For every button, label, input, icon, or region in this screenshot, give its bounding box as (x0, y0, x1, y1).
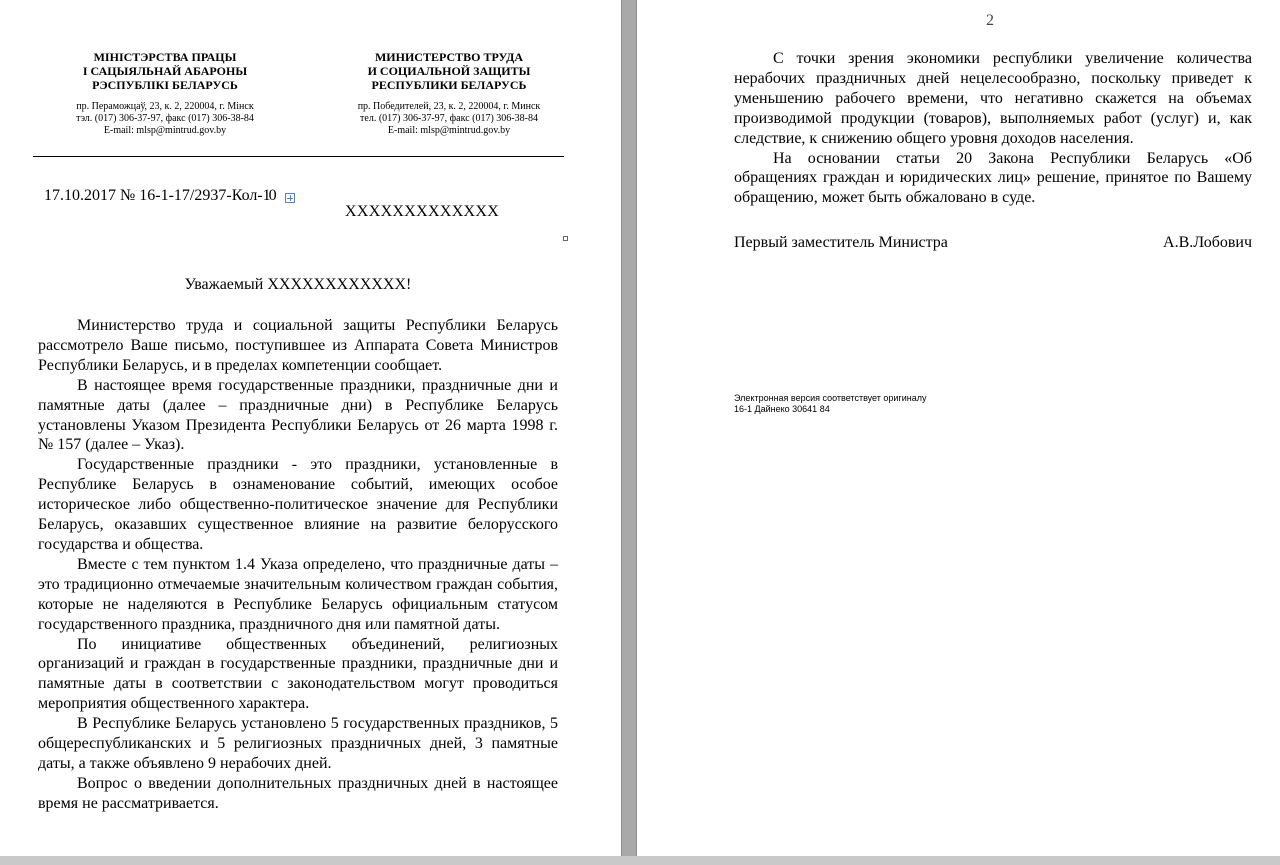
org-name-line: РЭСПУБЛІКІ БЕЛАРУСЬ (92, 78, 238, 92)
document-page-1 (0, 0, 621, 865)
registration-number: 17.10.2017 № 16-1-17/2937-Кол-10 (44, 187, 277, 204)
body-paragraph: Министерство труда и социальной защиты Республики Беларусь рассмотрело Ваше письмо, поступившее из Аппарата Совета Министров Республики Беларусь, и в пределах компетенции сообщает. (38, 317, 558, 374)
body-paragraph: На основании статьи 20 Закона Республики Беларусь «Об обращениях граждан и юридических лиц» решение, принятое по Вашему обращению, может быть обжаловано в суде. (734, 149, 1252, 207)
signatory-title: Первый заместитель Министра (734, 234, 948, 251)
body-paragraph: Вместе с тем пунктом 1.4 Указа определено, что праздничные даты – это традиционно отмечаемые значительным количеством граждан события, которые не наделяются в Республике Беларусь официальным статусом государственного праздника, праздничного дня или памятной даты. (38, 555, 558, 633)
resize-handle[interactable] (563, 236, 568, 241)
recipient-name: ХХХХХХХХХХХХХ (345, 203, 500, 220)
address-line: пр. Победителей, 23, к. 2, 220004, г. Минск (357, 101, 541, 112)
page-number: 2 (986, 12, 994, 29)
org-name-line: МІНІСТЭРСТВА ПРАЦЫ (93, 50, 237, 64)
object-anchor-icon[interactable] (285, 193, 295, 203)
email-line: E-mail: mlsp@mintrud.gov.by (103, 125, 227, 136)
address-block (34, 101, 296, 137)
org-name-line: И СОЦИАЛЬНОЙ ЗАЩИТЫ (367, 64, 531, 78)
letter-body-page-1 (38, 316, 558, 814)
phone-line: тел. (017) 306-37-97, факс (017) 306-38-84 (360, 113, 538, 124)
body-paragraph: Вопрос о введении дополнительных праздничных дней в настоящее время не рассматривается. (38, 774, 558, 812)
org-name-line: І САЦЫЯЛЬНАЙ АБАРОНЫ (82, 64, 248, 78)
footnote-line: Электронная версия соответствует оригиналу (734, 393, 927, 403)
footnote (734, 393, 926, 415)
footnote-line: 16-1 Дайнеко 30641 84 (734, 404, 830, 414)
letterhead-divider (33, 156, 564, 157)
org-name-line: РЕСПУБЛИКИ БЕЛАРУСЬ (371, 78, 527, 92)
page-separator (621, 0, 637, 865)
org-name-line: МИНИСТЕРСТВО ТРУДА (374, 50, 524, 64)
letterhead-belarusian (34, 50, 296, 137)
letter-body-page-2 (734, 49, 1252, 208)
signatory-name: А.В.Лобович (1163, 234, 1252, 251)
letterhead-russian (318, 50, 580, 137)
address-block (318, 101, 580, 137)
body-paragraph: В настоящее время государственные праздники, праздничные дни и памятные даты (далее – праздничные дни) в Республике Беларусь установлены Указом Президента Республики Беларусь от 26 марта 1998 г. № 157 (далее – Указ). (38, 376, 558, 454)
body-paragraph: В Республике Беларусь установлено 5 государственных праздников, 5 общереспубликанских и 5 религиозных праздничных дней, 3 памятные даты, а также объявлено 9 нерабочих дней. (38, 715, 558, 772)
body-paragraph: По инициативе общественных объединений, религиозных организаций и граждан в государственные праздники, праздничные дни и памятные даты в соответствии с законодательством могут проводиться мероприятия общественного характера. (38, 635, 558, 713)
email-line: E-mail: mlsp@mintrud.gov.by (387, 125, 511, 136)
body-paragraph: С точки зрения экономики республики увеличение количества нерабочих праздничных дней нецелесообразно, поскольку приведет к уменьшению рабочего времени, что негативно скажется на объемах производимой продукции (товаров), выполняемых работ (услуг) и, как следствие, к снижению общего уровня доходов населения. (734, 50, 1252, 147)
body-paragraph: Государственные праздники - это праздники, установленные в Республике Беларусь в ознаменование событий, имеющих особое историческое либо общественно-политическое значение для Республики Беларусь, оказавших существенное влияние на развитие белорусского государства и общества. (38, 456, 558, 553)
window-bottom-edge (0, 856, 1280, 865)
phone-line: тэл. (017) 306-37-97, факс (017) 306-38-84 (76, 113, 254, 124)
salutation: Уважаемый ХХХХХХХХХХХХ! (184, 276, 412, 293)
address-line: пр. Пераможцаў, 23, к. 2, 220004, г. Мінск (76, 101, 254, 112)
